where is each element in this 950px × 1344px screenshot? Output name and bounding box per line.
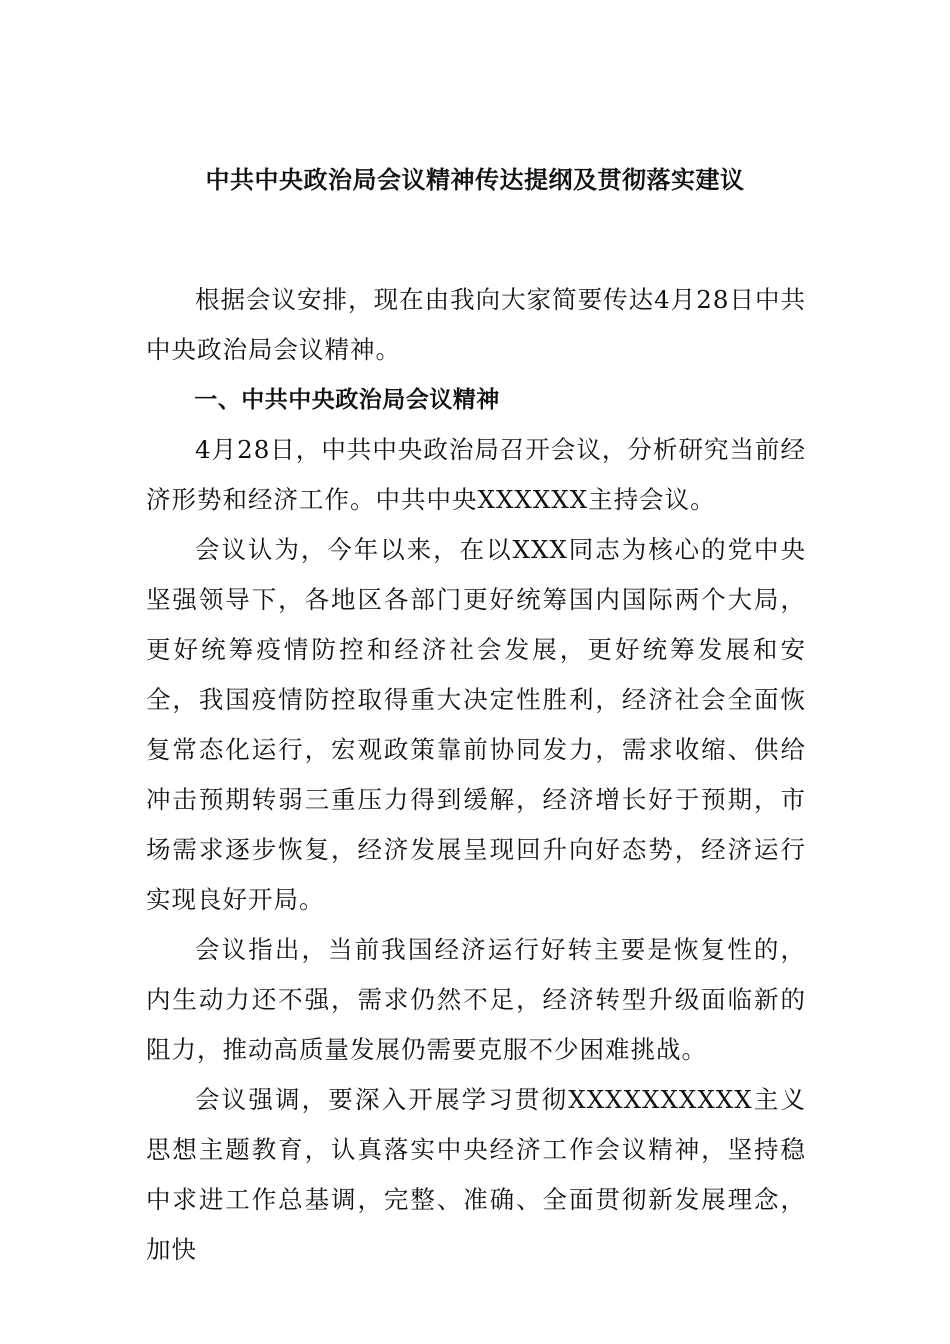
document-title: 中共中央政治局会议精神传达提纲及贯彻落实建议: [205, 166, 745, 194]
body-paragraph: 4月28日，中共中央政治局召开会议，分析研究当前经济形势和经济工作。中共中央XXXXXX主持会议。: [146, 435, 806, 514]
body-paragraph: 会议认为，今年以来，在以XXX同志为核心的党中央坚强领导下，各地区各部门更好统筹国内国际两个大局，更好统筹疫情防控和经济社会发展，更好统筹发展和安全，我国疫情防控取得重大决定性胜利，经济社会全面恢复常态化运行，宏观政策靠前协同发力，需求收缩、供给冲击预期转弱三重压力得到缓解，经济增长好于预期，市场需求逐步恢复，经济发展呈现回升向好态势，经济运行实现良好开局。: [146, 535, 806, 914]
document-body: [146, 275, 806, 1275]
section-heading: 一、中共中央政治局会议精神: [194, 387, 500, 413]
intro-paragraph: 根据会议安排，现在由我向大家简要传达4月28日中共中央政治局会议精神。: [146, 285, 806, 364]
body-paragraph: 会议强调，要深入开展学习贯彻XXXXXXXXXX主义思想主题教育，认真落实中央经济工作会议精神，坚持稳中求进工作总基调，完整、准确、全面贯彻新发展理念，加快: [146, 1085, 806, 1264]
body-paragraph: 会议指出，当前我国经济运行好转主要是恢复性的，内生动力还不强，需求仍然不足，经济转型升级面临新的阻力，推动高质量发展仍需要克服不少困难挑战。: [146, 935, 806, 1064]
